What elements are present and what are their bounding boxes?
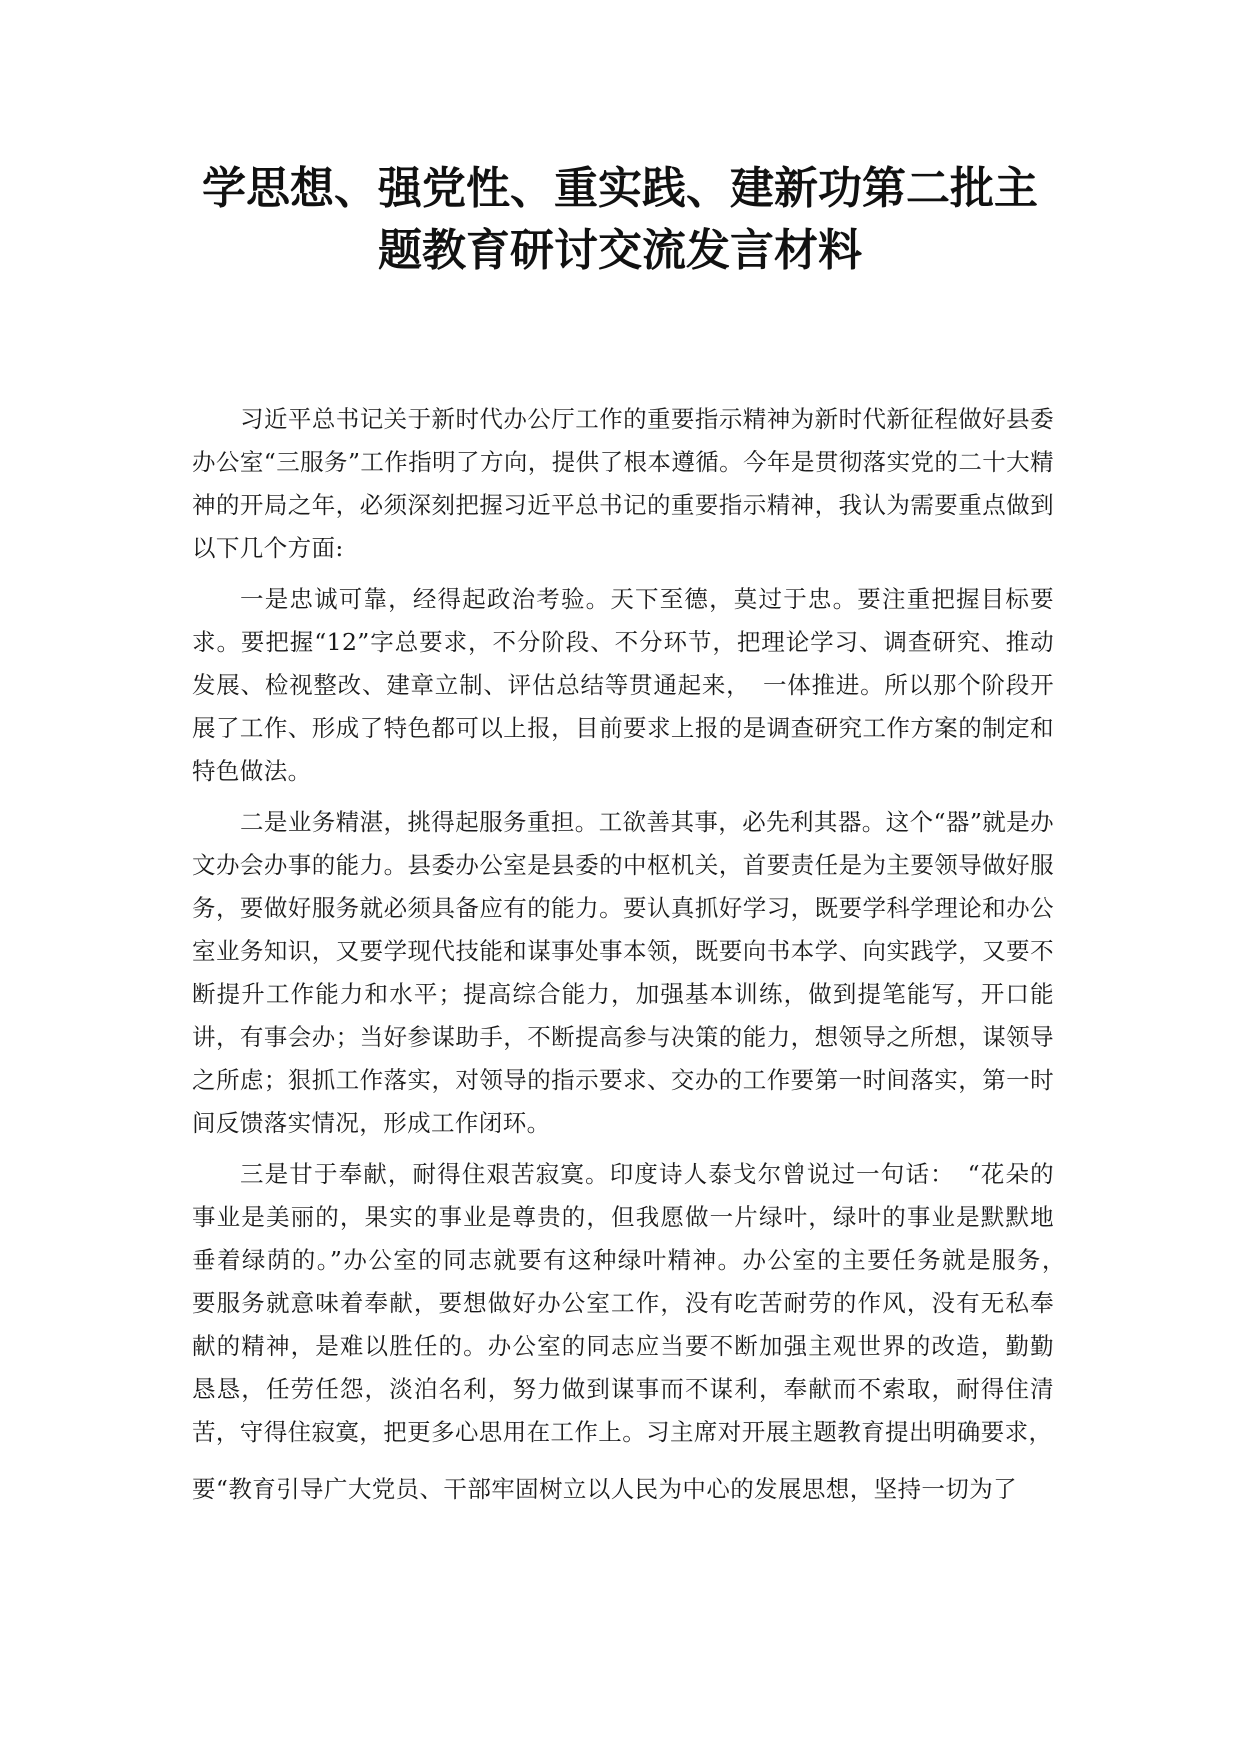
paragraph-continuation: 要“教育引导广大党员、干部牢固树立以人民为中心的发展思想，坚持一切为了 xyxy=(192,1475,1018,1503)
paragraph-point-one: 一是忠诚可靠，经得起政治考验。天下至德，莫过于忠。要注重把握目标要求。要把握“12”字总要求，不分阶段、不分环节，把理论学习、调查研究、推动发展、检视整改、建章立制、评估总结等贯通起来， 一体推进。所以那个阶段开展了工作、形成了特色都可以上报，目前要求上报的是调查研究工作方案的制定和特色做法。 xyxy=(192,585,1054,785)
document-title xyxy=(160,158,1080,282)
document-body xyxy=(192,398,1078,1519)
paragraph-intro: 习近平总书记关于新时代办公厅工作的重要指示精神为新时代新征程做好县委办公室“三服务”工作指明了方向，提供了根本遵循。今年是贯彻落实党的二十大精神的开局之年，必须深刻把握习近平总书记的重要指示精神，我认为需要重点做到以下几个方面: xyxy=(192,405,1054,562)
paragraph-point-three: 三是甘于奉献，耐得住艰苦寂寞。印度诗人泰戈尔曾说过一句话： “花朵的 事业是美丽的，果实的事业是尊贵的，但我愿做一片绿叶，绿叶的事业是默默地 垂着绿荫的。”办公室的同志就要有这种绿叶精神。办公室的主要任务就是服务， 要服务就意味着奉献，要想做好办公室工作，没有吃苦耐劳的作风，没有无私奉 献的精神，是难以胜任的。办公室的同志应当要不断加强主观世界的改造，勤勤 恳恳，任劳任怨，淡泊名利，努力做到谋事而不谋利，奉献而不索取，耐得住清 苦，守得住寂寞，把更多心思用在工作上。习主席对开展主题教育提出明确要求， xyxy=(192,1160,1078,1446)
title-line-1: 学思想、强党性、重实践、建新功第二批主 xyxy=(202,163,1038,214)
paragraph-point-two: 二是业务精湛，挑得起服务重担。工欲善其事，必先利其器。这个“器”就是办文办会办事的能力。县委办公室是县委的中枢机关，首要责任是为主要领导做好服务，要做好服务就必须具备应有的能力。要认真抓好学习，既要学科学理论和办公室业务知识，又要学现代技能和谋事处事本领，既要向书本学、向实践学，又要不断提升工作能力和水平；提高综合能力，加强基本训练，做到提笔能写，开口能讲，有事会办；当好参谋助手，不断提高参与决策的能力，想领导之所想，谋领导之所虑；狠抓工作落实，对领导的指示要求、交办的工作要第一时间落实，第一时间反馈落实情况，形成工作闭环。 xyxy=(192,808,1054,1137)
title-line-2: 题教育研讨交流发言材料 xyxy=(378,225,862,276)
